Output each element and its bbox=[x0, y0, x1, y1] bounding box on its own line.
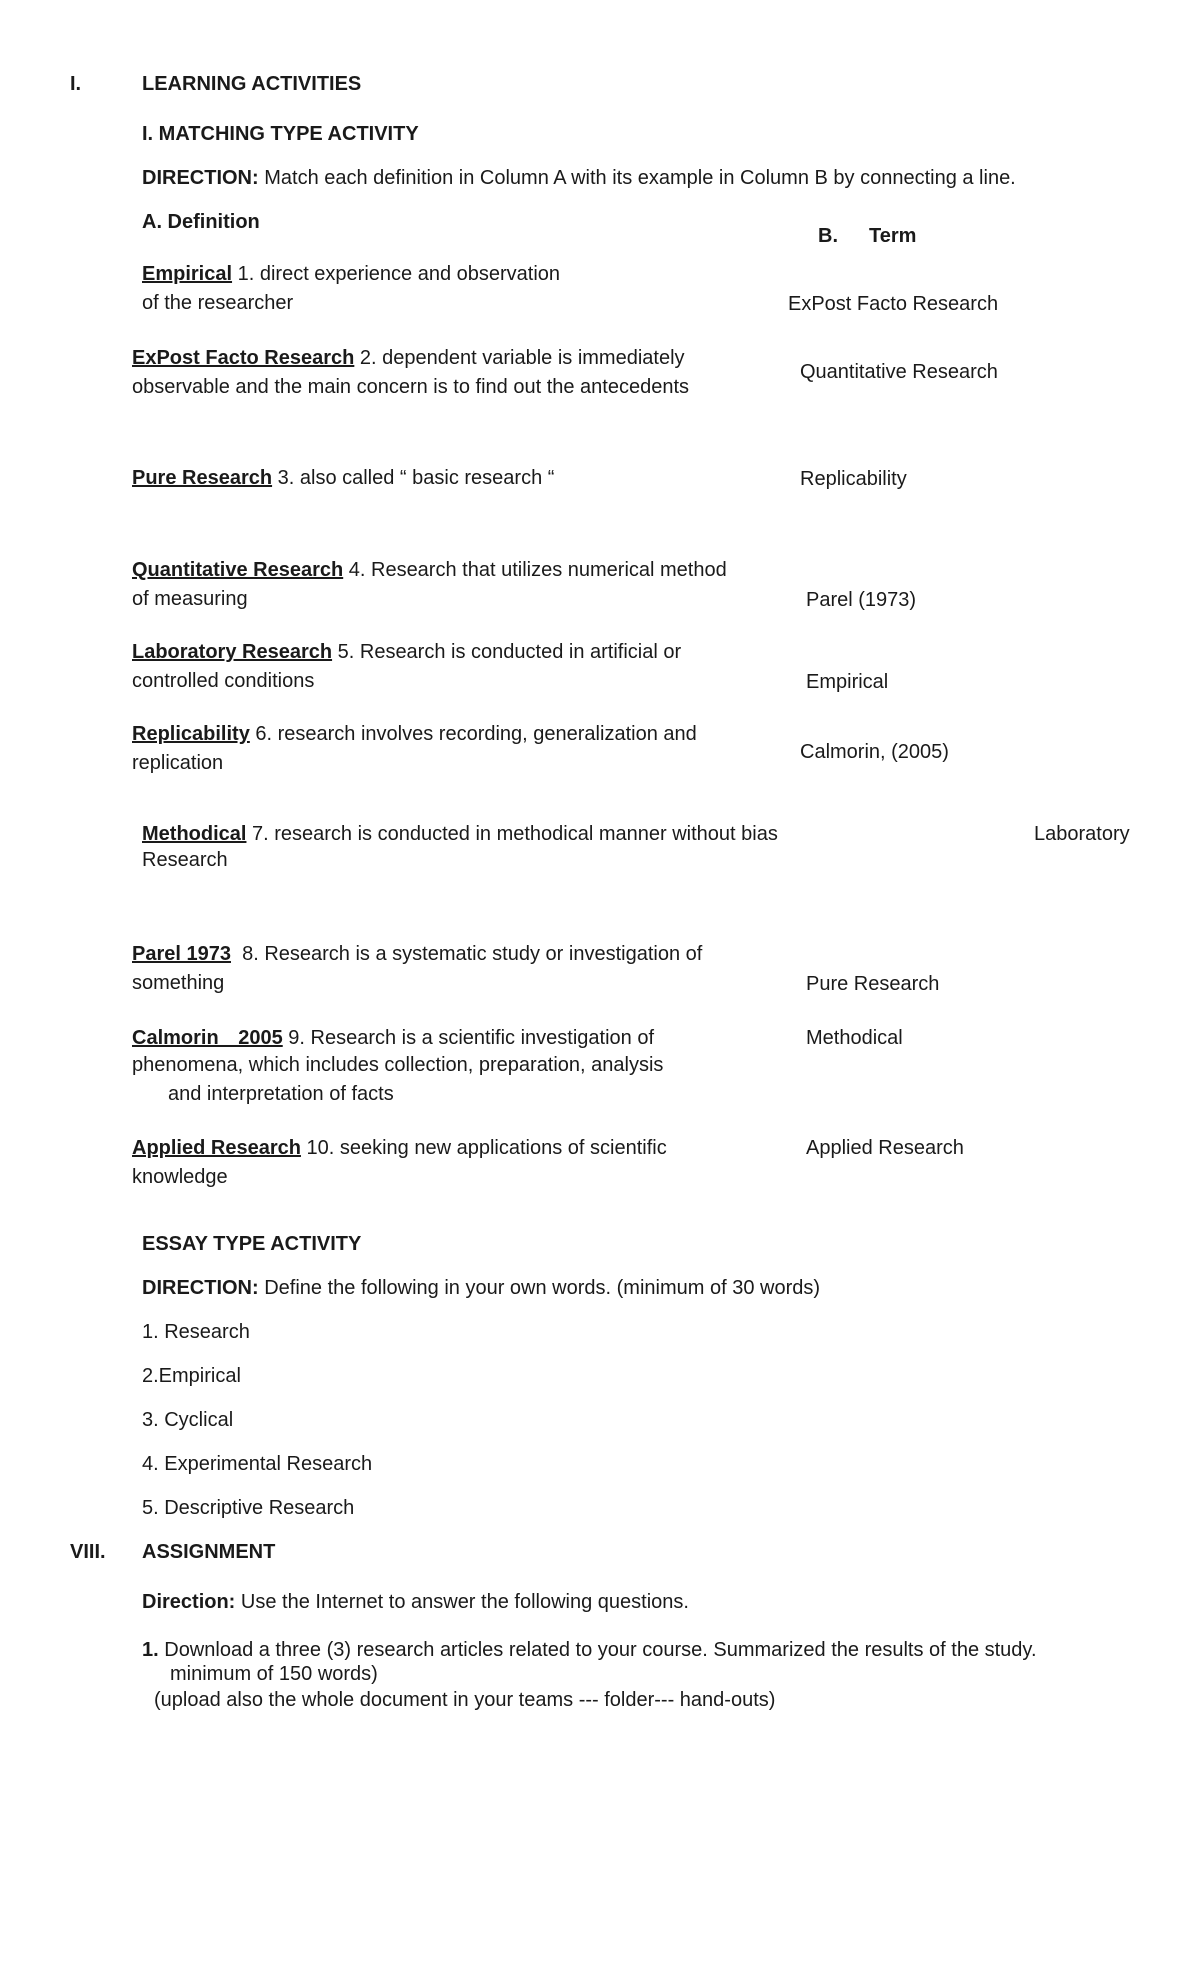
question-text: (upload also the whole document in your teams --- folder--- hand-outs) bbox=[154, 1689, 776, 1711]
term-item: Replicability bbox=[800, 468, 907, 490]
column-b-header-word: Term bbox=[869, 225, 917, 247]
section-numeral: I. bbox=[70, 73, 82, 95]
matching-direction bbox=[142, 166, 1016, 190]
essay-direction bbox=[142, 1276, 820, 1300]
essay-item: 1. Research bbox=[142, 1321, 250, 1343]
term-item: Empirical bbox=[806, 671, 889, 693]
assignment-question bbox=[142, 1638, 1037, 1662]
term-item: Quantitative Research bbox=[800, 361, 998, 383]
term-item: Methodical bbox=[806, 1027, 903, 1049]
definition-text: 5. Research is conducted in artificial or bbox=[332, 641, 682, 663]
term-item: Pure Research bbox=[806, 973, 940, 995]
direction-text: Match each definition in Column A with its example in Column B by connecting a line. bbox=[258, 167, 1016, 189]
definition-text: 4. Research that utilizes numerical method bbox=[343, 559, 727, 581]
definition-item bbox=[132, 1024, 788, 1053]
answer-label: Pure Research bbox=[132, 467, 273, 489]
essay-item: 2.Empirical bbox=[142, 1365, 241, 1387]
direction-label: DIRECTION: bbox=[142, 1277, 259, 1299]
definition-text: 7. research is conducted in methodical manner without bias bbox=[246, 823, 778, 845]
column-a-header: A. Definition bbox=[142, 211, 260, 233]
term-item: Laboratory bbox=[1034, 823, 1130, 845]
definition-item bbox=[132, 638, 681, 696]
essay-item: 3. Cyclical bbox=[142, 1409, 234, 1431]
essay-title: ESSAY TYPE ACTIVITY bbox=[142, 1233, 362, 1255]
answer-label: Replicability bbox=[132, 723, 250, 745]
term-item: Parel (1973) bbox=[806, 589, 917, 611]
answer-label: Quantitative Research bbox=[132, 559, 344, 581]
column-b-header-letter: B. bbox=[818, 225, 838, 247]
answer-label: Methodical bbox=[142, 823, 247, 845]
direction-label: Direction: bbox=[142, 1591, 236, 1613]
definition-text: of measuring bbox=[132, 588, 248, 610]
definition-text: 2. dependent variable is immediately bbox=[354, 347, 685, 369]
definition-item bbox=[132, 464, 554, 493]
definition-item bbox=[132, 720, 697, 778]
definition-item bbox=[142, 260, 560, 318]
definition-text: something bbox=[132, 972, 225, 994]
question-number: 1. bbox=[142, 1639, 159, 1661]
term-item: Applied Research bbox=[806, 1137, 964, 1159]
question-text: Download a three (3) research articles related to your course. Summarized the results of the study. bbox=[158, 1639, 1037, 1661]
matching-title: I. MATCHING TYPE ACTIVITY bbox=[142, 123, 419, 145]
assignment-direction bbox=[142, 1590, 689, 1614]
answer-label: Empirical bbox=[142, 263, 233, 285]
answer-label: Parel 1973 bbox=[132, 943, 231, 965]
definition-text: and interpretation of facts bbox=[168, 1083, 394, 1105]
term-item: ExPost Facto Research bbox=[788, 293, 999, 315]
definition-item bbox=[132, 556, 727, 614]
answer-label: Calmorin 2005 bbox=[132, 1027, 283, 1049]
definition-text: 9. Research is a scientific investigation of bbox=[282, 1027, 655, 1049]
definition-text: Research bbox=[142, 849, 228, 871]
direction-label: DIRECTION: bbox=[142, 167, 259, 189]
direction-text: Define the following in your own words. (minimum of 30 words) bbox=[258, 1277, 821, 1299]
definition-text: knowledge bbox=[132, 1166, 228, 1188]
definition-text: 1. direct experience and observation bbox=[232, 263, 561, 285]
definition-item bbox=[132, 344, 689, 402]
answer-label: ExPost Facto Research bbox=[132, 347, 355, 369]
definition-text: phenomena, which includes collection, preparation, analysis bbox=[132, 1054, 664, 1076]
definition-item bbox=[142, 822, 868, 847]
essay-item: 5. Descriptive Research bbox=[142, 1497, 355, 1519]
answer-label: Laboratory Research bbox=[132, 641, 333, 663]
section-title: LEARNING ACTIVITIES bbox=[142, 73, 362, 95]
direction-text: Use the Internet to answer the following questions. bbox=[235, 1591, 689, 1613]
term-item: Calmorin, (2005) bbox=[800, 741, 949, 763]
essay-item: 4. Experimental Research bbox=[142, 1453, 373, 1475]
definition-text: 3. also called “ basic research “ bbox=[272, 467, 555, 489]
definition-text: replication bbox=[132, 752, 224, 774]
definition-text: controlled conditions bbox=[132, 670, 315, 692]
definition-text: 8. Research is a systematic study or investigation of bbox=[230, 943, 703, 965]
definition-item bbox=[132, 1134, 667, 1192]
question-text: minimum of 150 words) bbox=[170, 1663, 378, 1685]
definition-text: 6. research involves recording, generalization and bbox=[249, 723, 697, 745]
definition-text: of the researcher bbox=[142, 292, 294, 314]
definition-text: 10. seeking new applications of scientific bbox=[300, 1137, 667, 1159]
definition-text: observable and the main concern is to find out the antecedents bbox=[132, 376, 690, 398]
section-title: ASSIGNMENT bbox=[142, 1541, 276, 1563]
section-numeral: VIII. bbox=[70, 1541, 106, 1563]
definition-item bbox=[132, 940, 702, 998]
answer-label: Applied Research bbox=[132, 1137, 301, 1159]
